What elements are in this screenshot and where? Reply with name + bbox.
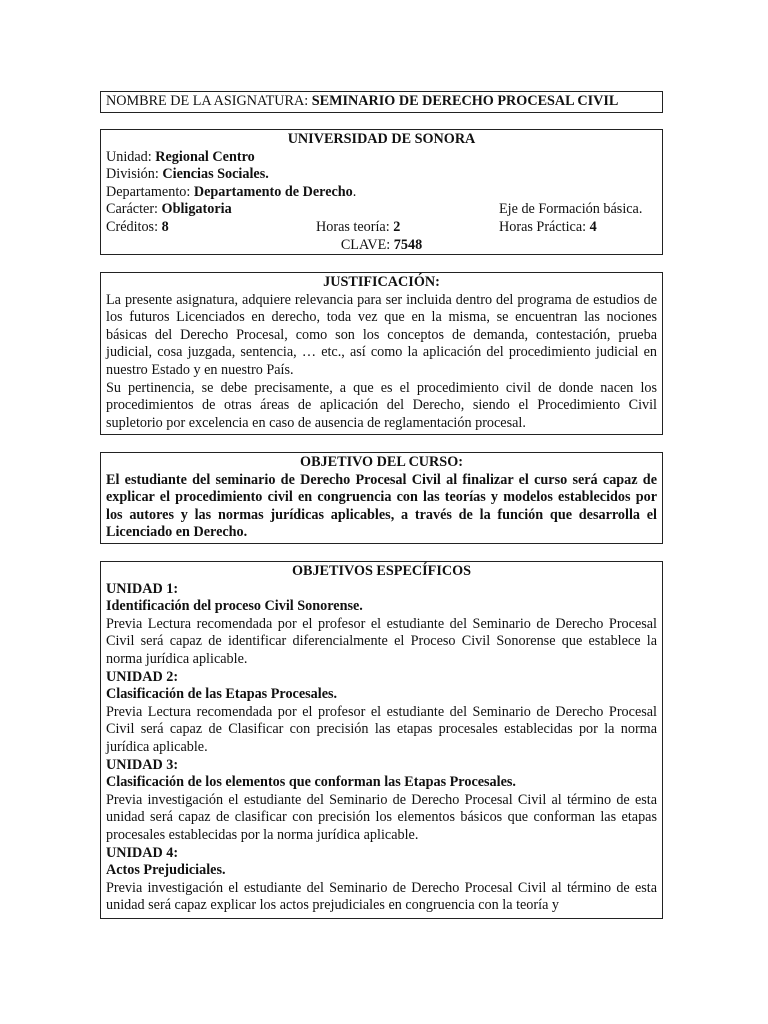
unidad-value: Regional Centro bbox=[155, 148, 255, 165]
departamento-label: Departamento: bbox=[106, 183, 194, 200]
objetivos-especificos-box bbox=[100, 561, 663, 919]
horas-practica-value: 4 bbox=[589, 218, 597, 235]
clave-line bbox=[106, 237, 657, 255]
horas-practica-label: Horas Práctica: bbox=[499, 218, 590, 235]
caracter-value: Obligatoria bbox=[161, 201, 232, 218]
unit-subtitle: Actos Prejudiciales. bbox=[106, 862, 226, 879]
creditos-line bbox=[106, 219, 657, 237]
eje-formacion: Eje de Formación básica. bbox=[499, 201, 643, 218]
unidad-line bbox=[106, 149, 657, 167]
clave-value: 7548 bbox=[393, 236, 423, 253]
clave-label: CLAVE: bbox=[340, 236, 394, 253]
unit-block bbox=[106, 581, 657, 669]
unit-heading: UNIDAD 1: bbox=[106, 580, 179, 597]
departamento-suffix: . bbox=[352, 183, 357, 200]
division-line bbox=[106, 166, 657, 184]
subject-title-box bbox=[100, 91, 663, 113]
unit-subtitle: Clasificación de las Etapas Procesales. bbox=[106, 686, 338, 703]
subject-name: SEMINARIO DE DERECHO PROCESAL CIVIL bbox=[311, 93, 619, 109]
unit-subtitle: Clasificación de los elementos que conforman las Etapas Procesales. bbox=[106, 774, 516, 791]
objetivo-box bbox=[100, 452, 663, 544]
unit-subtitle: Identificación del proceso Civil Sonorense. bbox=[106, 598, 363, 615]
departamento-value: Departamento de Derecho bbox=[193, 183, 353, 200]
unit-text: Previa Lectura recomendada por el profesor el estudiante del Seminario de Derecho Procesal Civil será capaz de Clasificar con precisión las etapas procesales establecidas por la norma jurídica aplicable. bbox=[106, 703, 657, 755]
justificacion-paragraph-2: Su pertinencia, se debe precisamente, a que es el procedimiento civil de donde nacen los procedimientos de otras áreas de aplicación del Derecho, siendo el Procedimiento Civil supletorio por excelencia en caso de ausencia de reglamentación procesal. bbox=[106, 379, 657, 431]
justificacion-title: JUSTIFICACIÓN: bbox=[323, 274, 440, 290]
horas-practica bbox=[499, 219, 597, 237]
unit-heading: UNIDAD 3: bbox=[106, 756, 179, 773]
unit-text: Previa Lectura recomendada por el profesor el estudiante del Seminario de Derecho Procesal Civil será capaz de identificar diferencialmente el Proceso Civil Sonorense que establece la norma jurídica aplicable. bbox=[106, 615, 657, 667]
university-info-box bbox=[100, 129, 663, 255]
creditos-label: Créditos: bbox=[106, 218, 162, 235]
justificacion-box bbox=[100, 272, 663, 435]
unit-heading: UNIDAD 4: bbox=[106, 844, 179, 861]
division-value: Ciencias Sociales. bbox=[162, 166, 269, 183]
horas-teoria bbox=[316, 219, 400, 237]
horas-teoria-label: Horas teoría: bbox=[316, 218, 394, 235]
objetivo-title: OBJETIVO DEL CURSO: bbox=[300, 454, 463, 470]
departamento-line bbox=[106, 184, 657, 202]
university-name: UNIVERSIDAD DE SONORA bbox=[287, 131, 476, 147]
unit-block bbox=[106, 669, 657, 757]
especificos-title: OBJETIVOS ESPECÍFICOS bbox=[291, 563, 472, 579]
creditos-value: 8 bbox=[161, 218, 169, 235]
unit-block bbox=[106, 757, 657, 845]
unit-text: Previa investigación el estudiante del Seminario de Derecho Procesal Civil al término de esta unidad será capaz explicar los actos prejudiciales en congruencia con la teoría y bbox=[106, 879, 657, 914]
unidad-label: Unidad: bbox=[106, 148, 156, 165]
unit-heading: UNIDAD 2: bbox=[106, 668, 179, 685]
unit-text: Previa investigación el estudiante del Seminario de Derecho Procesal Civil al término de esta unidad será capaz de clasificar con precisión los elementos básicos que conforman las etapas procesales establecidas por la norma jurídica aplicable. bbox=[106, 791, 657, 843]
caracter-label: Carácter: bbox=[106, 201, 162, 218]
horas-teoria-value: 2 bbox=[393, 218, 401, 235]
justificacion-paragraph-1: La presente asignatura, adquiere relevancia para ser incluida dentro del programa de estudios de los futuros Licenciados en derecho, toda vez que en la misma, se encuentran las nociones básicas del Derecho Procesal, como son los conceptos de demanda, contestación, prueba judicial, cosa juzgada, sentencia, … etc., así como la aplicación del procedimiento judicial en nuestro Estado y en nuestro País. bbox=[106, 291, 657, 378]
caracter-line bbox=[106, 201, 657, 219]
division-label: División: bbox=[106, 166, 163, 183]
unit-block bbox=[106, 845, 657, 915]
subject-label: NOMBRE DE LA ASIGNATURA: bbox=[106, 93, 312, 109]
objetivo-text: El estudiante del seminario de Derecho Procesal Civil al finalizar el curso será capaz de explicar el procedimiento civil en congruencia con las teorías y modelos establecidos por los autores y las normas jurídicas aplicables, a través de la función que desarrolla el Licenciado en Derecho. bbox=[106, 471, 657, 541]
